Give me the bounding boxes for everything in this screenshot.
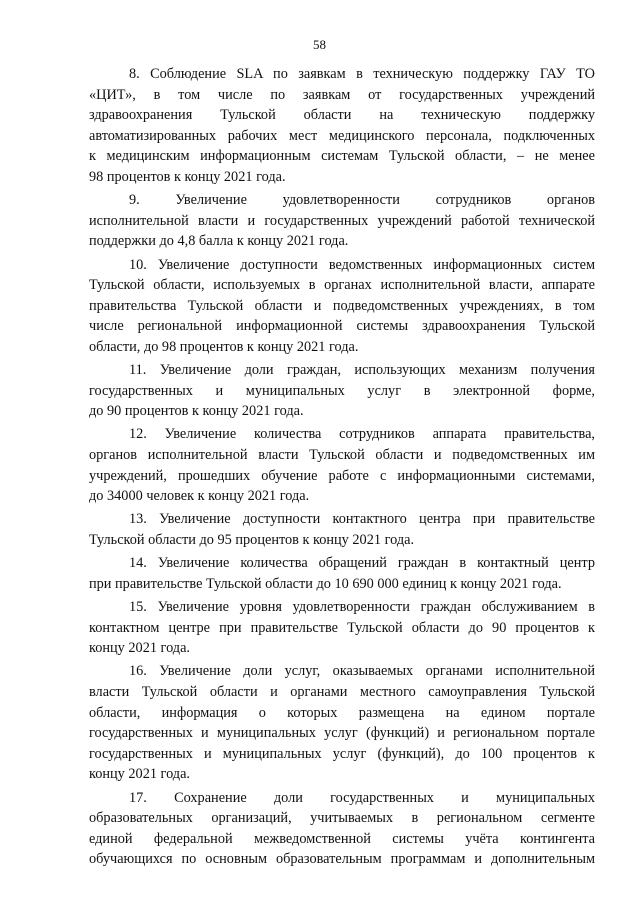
text-line: здравоохранения Тульской области на техническую поддержку <box>89 107 595 124</box>
text-line: контактном центре при правительстве Тульской области до 90 процентов к <box>89 619 595 636</box>
text-line: учреждений, прошедших обучение работе с информационными системами, <box>89 467 595 484</box>
text-line: образовательных организаций, учитываемых в региональном сегменте <box>89 810 595 827</box>
text-line: 8. Соблюдение SLA по заявкам в техническую поддержку ГАУ ТО <box>129 66 595 82</box>
text-line: 9. Увеличение удовлетворенности сотрудников органов <box>129 192 595 209</box>
text-line: до 90 процентов к концу 2021 года. <box>89 403 304 420</box>
text-line: при правительстве Тульской области до 10 690 000 единиц к концу 2021 года. <box>89 575 562 592</box>
text-line: 98 процентов к концу 2021 года. <box>89 168 286 185</box>
paragraph-8 <box>89 64 595 188</box>
paragraph-11 <box>89 360 595 422</box>
text-line: концу 2021 года. <box>89 766 190 783</box>
text-line: обучающихся по основным образовательным программам и дополнительным <box>89 851 595 868</box>
document-body <box>89 64 595 873</box>
text-line: 14. Увеличение количества обращений граждан в контактный центр <box>129 555 595 572</box>
paragraph-15 <box>89 597 595 659</box>
text-line: к медицинским информационным системам Тульской области, – не менее <box>89 148 595 165</box>
text-line: государственных и муниципальных услуг (функций), до 100 процентов к <box>89 745 595 762</box>
text-line: поддержки до 4,8 балла к концу 2021 года. <box>89 233 349 250</box>
text-line: 15. Увеличение уровня удовлетворенности граждан обслуживанием в <box>129 599 595 615</box>
text-line: 12. Увеличение количества сотрудников аппарата правительства, <box>129 426 595 443</box>
text-line: 10. Увеличение доступности ведомственных информационных систем <box>129 256 595 273</box>
text-line: 17. Сохранение доли государственных и муниципальных <box>129 789 595 806</box>
text-line: 13. Увеличение доступности контактного центра при правительстве <box>129 511 595 528</box>
text-line: 11. Увеличение доли граждан, использующих механизм получения <box>129 362 595 379</box>
text-line: Тульской области, используемых в органах исполнительной власти, аппарате <box>89 277 595 294</box>
text-line: органов исполнительной власти Тульской области и подведомственных им <box>89 447 595 464</box>
text-line: концу 2021 года. <box>89 640 190 657</box>
text-line: автоматизированных рабочих мест медицинского персонала, подключенных <box>89 127 595 144</box>
text-line: Тульской области до 95 процентов к концу 2021 года. <box>89 532 415 549</box>
text-line: «ЦИТ», в том числе по заявкам от государственных учреждений <box>89 86 595 103</box>
text-line: области, до 98 процентов к концу 2021 года. <box>89 338 359 355</box>
text-line: единой федеральной межведомственной системы учёта контингента <box>89 830 595 847</box>
text-line: правительства Тульской области и подведомственных учреждениях, в том <box>89 297 595 314</box>
paragraph-9 <box>89 190 595 252</box>
text-line: до 34000 человек к концу 2021 года. <box>89 488 310 505</box>
paragraph-10 <box>89 255 595 358</box>
paragraph-12 <box>89 424 595 506</box>
text-line: исполнительной власти и государственных учреждений работой технической <box>89 212 595 229</box>
paragraph-13 <box>89 509 595 550</box>
paragraph-16 <box>89 661 595 785</box>
text-line: власти Тульской области и органами местного самоуправления Тульской <box>89 683 595 700</box>
text-line: числе региональной информационной системы здравоохранения Тульской <box>89 318 595 335</box>
text-line: государственных и муниципальных услуг в электронной форме, <box>89 382 595 399</box>
text-line: 16. Увеличение доли услуг, оказываемых органами исполнительной <box>129 663 595 680</box>
paragraph-17 <box>89 788 595 870</box>
paragraph-14 <box>89 553 595 594</box>
text-line: государственных и муниципальных услуг (функций) и региональном портале <box>89 725 595 742</box>
page-number: 58 <box>313 37 326 52</box>
text-line: области, информация о которых размещена на едином портале <box>89 704 595 721</box>
